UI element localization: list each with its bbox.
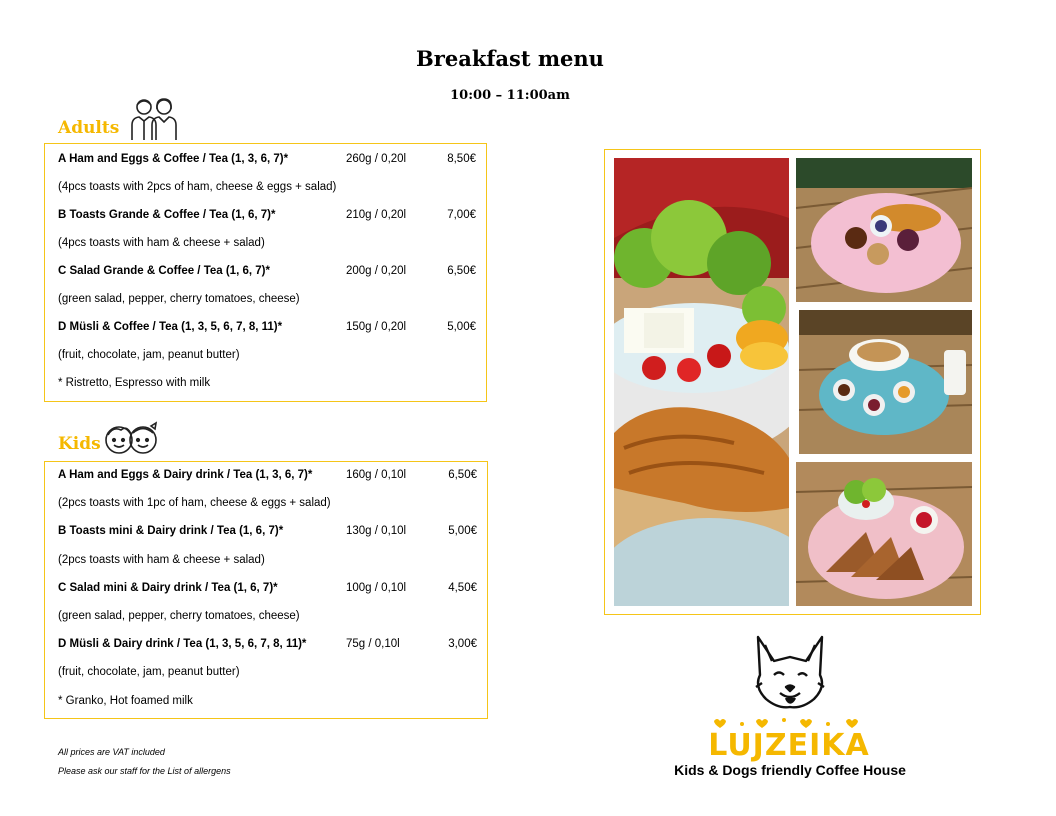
item-name: A Ham and Eggs & Dairy drink / Tea (1, 3, 6, 7)* bbox=[58, 469, 313, 481]
section-note-row bbox=[58, 373, 476, 393]
item-name: C Salad mini & Dairy drink / Tea (1, 6, 7)* bbox=[58, 582, 278, 594]
brand-tagline: Kids & Dogs friendly Coffee House bbox=[674, 762, 906, 778]
menu-item bbox=[58, 634, 477, 654]
item-description-row bbox=[58, 606, 477, 626]
brand-logo-text: LUJZEIKA bbox=[708, 728, 870, 763]
menu-item bbox=[58, 261, 476, 281]
item-description-row bbox=[58, 233, 476, 253]
item-description: (4pcs toasts with ham & cheese + salad) bbox=[58, 237, 265, 249]
page-title: Breakfast menu bbox=[416, 46, 604, 71]
item-name: A Ham and Eggs & Coffee / Tea (1, 3, 6, 7)* bbox=[58, 153, 289, 165]
item-price: 5,00€ bbox=[447, 321, 476, 333]
item-quantity: 260g / 0,20l bbox=[346, 153, 407, 165]
item-price: 4,50€ bbox=[448, 582, 477, 594]
item-price: 8,50€ bbox=[447, 153, 476, 165]
vat-note: All prices are VAT included bbox=[58, 747, 165, 757]
adults-section-title: Adults bbox=[58, 118, 120, 138]
photo-collage bbox=[604, 149, 981, 615]
item-name: D Müsli & Coffee / Tea (1, 3, 5, 6, 7, 8, 11)* bbox=[58, 321, 283, 333]
item-quantity: 75g / 0,10l bbox=[346, 638, 400, 650]
item-description-row bbox=[58, 662, 477, 682]
item-description: (green salad, pepper, cherry tomatoes, cheese) bbox=[58, 293, 300, 305]
section-note-row bbox=[58, 691, 477, 711]
item-price: 3,00€ bbox=[448, 638, 477, 650]
item-name: D Müsli & Dairy drink / Tea (1, 3, 5, 6, 7, 8, 11)* bbox=[58, 638, 307, 650]
muesli-bowl-photo bbox=[799, 310, 972, 454]
item-name: B Toasts mini & Dairy drink / Tea (1, 6, 7)* bbox=[58, 525, 284, 537]
item-description: (fruit, chocolate, jam, peanut butter) bbox=[58, 349, 240, 361]
item-quantity: 130g / 0,10l bbox=[346, 525, 407, 537]
item-price: 6,50€ bbox=[447, 265, 476, 277]
breakfast-plate-photo bbox=[614, 158, 789, 606]
item-quantity: 150g / 0,20l bbox=[346, 321, 407, 333]
dog-face-logo-icon bbox=[752, 635, 828, 723]
menu-item bbox=[58, 205, 476, 225]
item-description-row bbox=[58, 550, 477, 570]
item-quantity: 100g / 0,10l bbox=[346, 582, 407, 594]
item-description: (green salad, pepper, cherry tomatoes, cheese) bbox=[58, 610, 300, 622]
menu-item bbox=[58, 465, 477, 485]
item-quantity: 160g / 0,10l bbox=[346, 469, 407, 481]
menu-item bbox=[58, 149, 476, 169]
item-description-row bbox=[58, 345, 476, 365]
item-price: 5,00€ bbox=[448, 525, 477, 537]
croissant-dips-photo bbox=[796, 158, 972, 302]
item-price: 6,50€ bbox=[448, 469, 477, 481]
allergens-note: Please ask our staff for the List of allergens bbox=[58, 766, 231, 776]
section-note: * Granko, Hot foamed milk bbox=[58, 695, 193, 707]
section-note: * Ristretto, Espresso with milk bbox=[58, 377, 211, 389]
item-quantity: 200g / 0,20l bbox=[346, 265, 407, 277]
family-couple-icon bbox=[129, 95, 179, 141]
item-quantity: 210g / 0,20l bbox=[346, 209, 407, 221]
item-description-row bbox=[58, 177, 476, 197]
kids-toast-photo bbox=[796, 462, 972, 606]
item-description: (4pcs toasts with 2pcs of ham, cheese & eggs + salad) bbox=[58, 181, 337, 193]
opening-hours: 10:00 – 11:00am bbox=[450, 88, 570, 103]
menu-item bbox=[58, 317, 476, 337]
item-description: (2pcs toasts with ham & cheese + salad) bbox=[58, 554, 265, 566]
kids-faces-icon bbox=[103, 421, 159, 455]
menu-item bbox=[58, 521, 477, 541]
item-description: (fruit, chocolate, jam, peanut butter) bbox=[58, 666, 240, 678]
adults-menu-box bbox=[44, 143, 487, 402]
menu-item bbox=[58, 578, 477, 598]
kids-section-title: Kids bbox=[58, 434, 101, 454]
item-price: 7,00€ bbox=[447, 209, 476, 221]
kids-menu-box bbox=[44, 461, 488, 719]
item-name: B Toasts Grande & Coffee / Tea (1, 6, 7)* bbox=[58, 209, 276, 221]
item-description-row bbox=[58, 289, 476, 309]
item-description: (2pcs toasts with 1pc of ham, cheese & eggs + salad) bbox=[58, 497, 331, 509]
item-description-row bbox=[58, 493, 477, 513]
item-name: C Salad Grande & Coffee / Tea (1, 6, 7)* bbox=[58, 265, 270, 277]
